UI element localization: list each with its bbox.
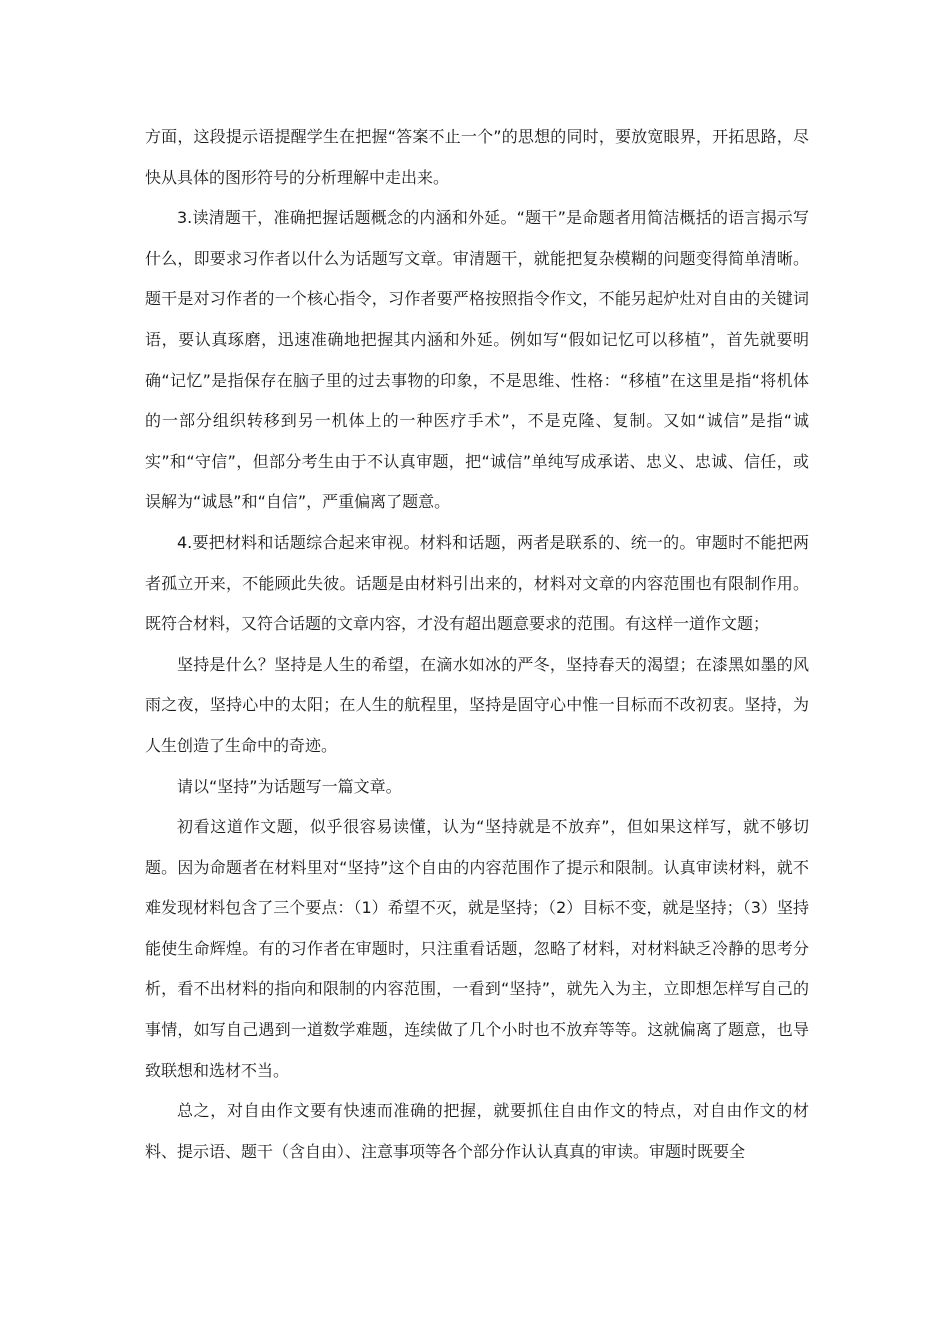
paragraph-analysis: 初看这道作文题，似乎很容易读懂，认为“坚持就是不放弃”，但如果这样写，就不够切题。因为命题者在材料里对“坚持”这个自由的内容范围作了提示和限制。认真审读材料，就不难发现材料包含了三个要点：（1）希望不灭，就是坚持；（2）目标不变，就是坚持；（3）坚持能使生命辉煌。有的习作者在审题时，只注重看话题，忽略了材料，对材料缺乏冷静的思考分析，看不出材料的指向和限制的内容范围，一看到“坚持”，就先入为主，立即想怎样写自己的事情，如写自己遇到一道数学难题，连续做了几个小时也不放弃等等。这就偏离了题意，也导致联想和选材不当。 bbox=[145, 817, 809, 1080]
paragraph-prompt: 请以“坚持”为话题写一篇文章。 bbox=[177, 776, 402, 796]
paragraph-item-3: 3.读清题干，准确把握话题概念的内涵和外延。“题干”是命题者用简洁概括的语言揭示写什么，即要求习作者以什么为话题写文章。审清题干，就能把复杂模糊的问题变得简单清晰。题干是对习作者的一个核心指令，习作者要严格按照指令作文，不能另起炉灶对自由的关键词语，要认真琢磨，迅速准确地把握其内涵和外延。例如写“假如记忆可以移植”，首先就要明确“记忆”是指保存在脑子里的过去事物的印象，不是思维、性格：“移植”在这里是指“将机体的一部分组织转移到另一机体上的一种医疗手术”，不是克隆、复制。又如“诚信”是指“诚实”和“守信”，但部分考生由于不认真审题，把“诚信”单纯写成承诺、忠义、忠诚、信任，或误解为“诚恳”和“自信”，严重偏离了题意。 bbox=[145, 208, 809, 512]
document-page bbox=[145, 117, 809, 1172]
paragraph-continuation: 方面，这段提示语提醒学生在把握“答案不止一个”的思想的同时，要放宽眼界，开拓思路，尽快从具体的图形符号的分析理解中走出来。 bbox=[145, 127, 809, 187]
paragraph-item-4: 4.要把材料和话题综合起来审视。材料和话题，两者是联系的、统一的。审题时不能把两者孤立开来，不能顾此失彼。话题是由材料引出来的，材料对文章的内容范围也有限制作用。既符合材料，又符合话题的文章内容，才没有超出题意要求的范围。有这样一道作文题； bbox=[145, 532, 809, 634]
paragraph-summary: 总之，对自由作文要有快速而准确的把握，就要抓住自由作文的特点，对自由作文的材料、提示语、题干（含自由）、注意事项等各个部分作认认真真的审读。审题时既要全 bbox=[145, 1101, 809, 1161]
paragraph-material-quote: 坚持是什么？坚持是人生的希望，在滴水如冰的严冬，坚持春天的渴望；在漆黑如墨的风雨之夜，坚持心中的太阳；在人生的航程里，坚持是固守心中惟一目标而不改初衷。坚持，为人生创造了生命中的奇迹。 bbox=[145, 654, 809, 755]
